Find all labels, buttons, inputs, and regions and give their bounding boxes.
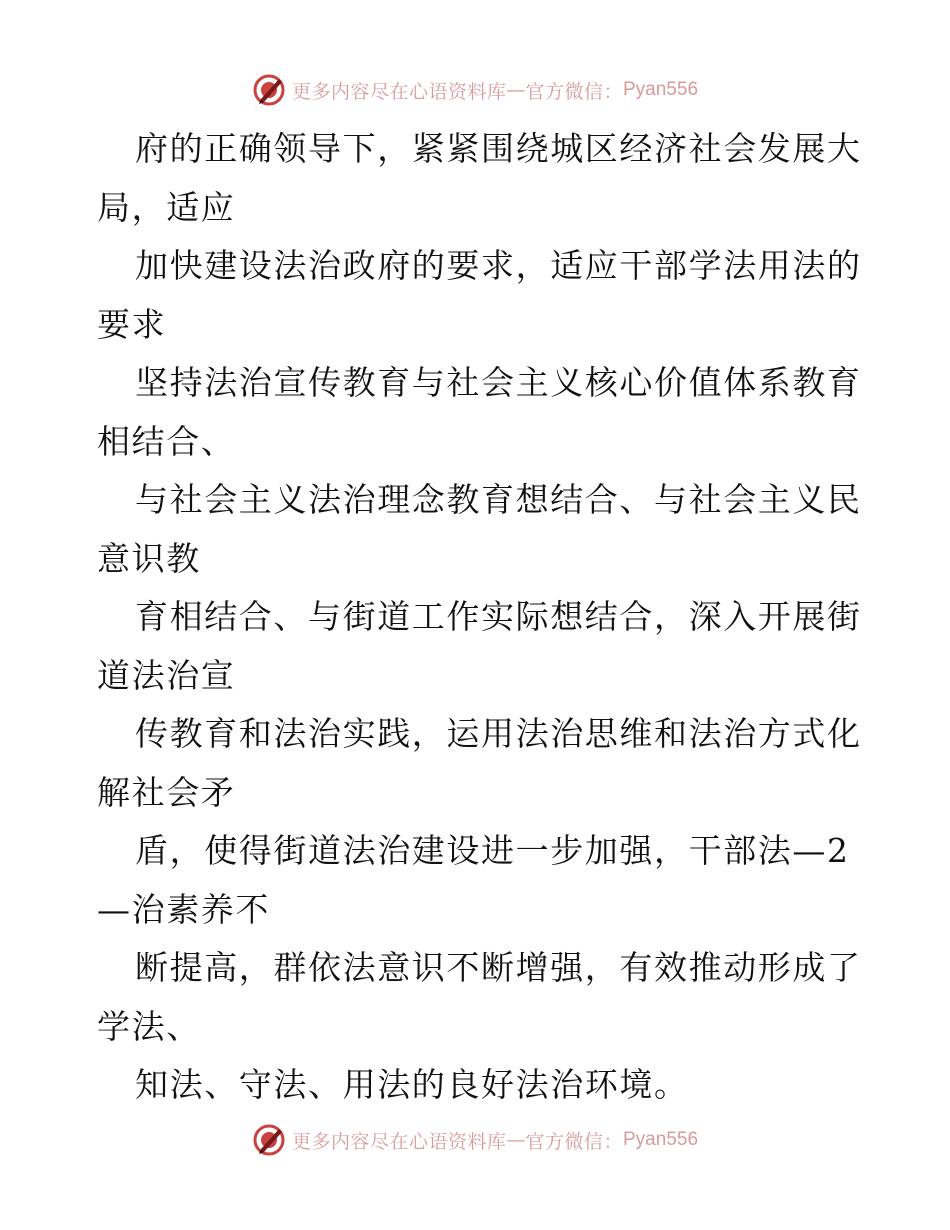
text-line: 相结合、 xyxy=(97,421,236,461)
text-line: 盾，使得街道法治建设进一步加强，干部法—2 xyxy=(135,831,850,870)
watermark-separator: — xyxy=(506,79,526,101)
text-line: 传教育和法治实践，运用法治思维和法治方式化 xyxy=(135,714,862,753)
seal-pen-logo-icon xyxy=(252,1123,286,1157)
watermark-separator: — xyxy=(506,1129,526,1151)
watermark-account: Pyan556 xyxy=(623,79,699,100)
text-line: 加快建设法治政府的要求，适应干部学法用法的 xyxy=(135,246,862,285)
text-line: 育相结合、与街道工作实际想结合，深入开展街 xyxy=(135,597,862,636)
text-line: 局，适应 xyxy=(97,187,236,227)
text-line: 道法治宣 xyxy=(97,655,236,695)
text-line: —治素养不 xyxy=(97,889,270,929)
watermark-official-label: 官方微信： xyxy=(525,1130,623,1153)
text-line: 要求 xyxy=(97,304,167,344)
text-line: 府的正确领导下，紧紧围绕城区经济社会发展大 xyxy=(135,129,862,168)
header-watermark xyxy=(0,70,950,110)
body-text xyxy=(97,120,862,1115)
text-line: 解社会矛 xyxy=(97,772,236,812)
text-line: 断提高，群依法意识不断增强，有效推动形成了 xyxy=(135,948,862,987)
text-line: 意识教 xyxy=(97,538,201,578)
watermark-official-label: 官方微信： xyxy=(525,80,623,103)
text-line: 与社会主义法治理念教育想结合、与社会主义民 xyxy=(135,480,862,519)
text-line: 坚持法治宣传教育与社会主义核心价值体系教育 xyxy=(135,363,862,402)
watermark-text: 更多内容尽在心语资料库 xyxy=(291,80,507,103)
text-line: 学法、 xyxy=(97,1006,201,1046)
seal-pen-logo-icon xyxy=(252,73,286,107)
text-line: 知法、守法、用法的良好法治环境。 xyxy=(135,1065,689,1104)
footer-watermark xyxy=(0,1120,950,1160)
watermark-account: Pyan556 xyxy=(623,1129,699,1150)
watermark-text: 更多内容尽在心语资料库 xyxy=(291,1130,507,1153)
